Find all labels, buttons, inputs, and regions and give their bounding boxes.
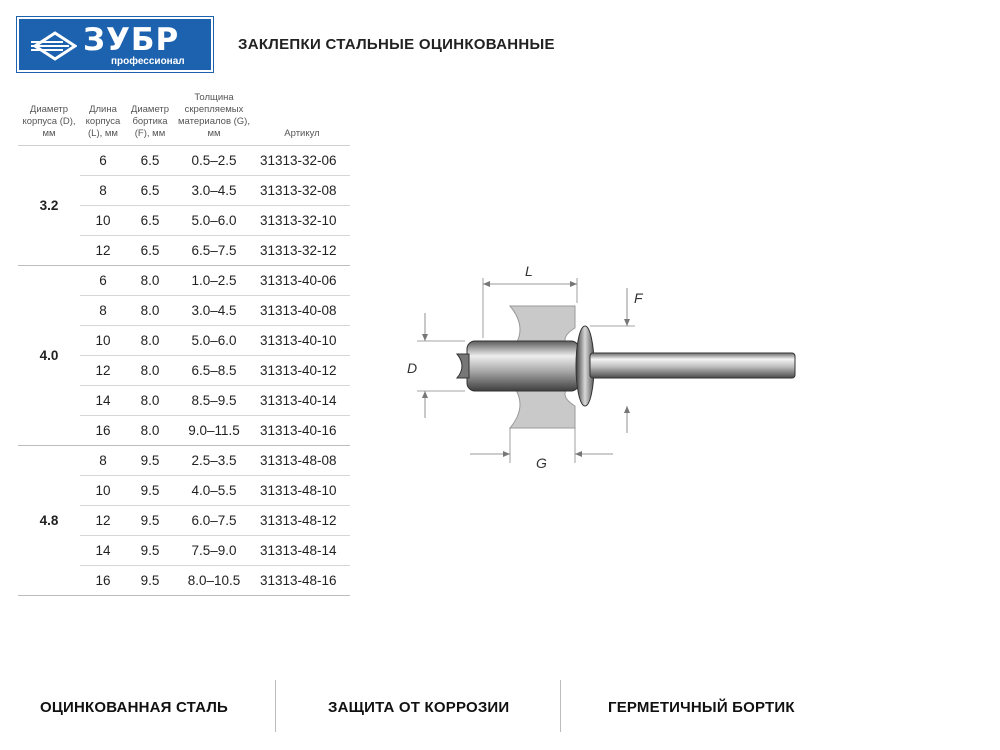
- cell-article: 31313-40-06: [254, 266, 350, 296]
- table-body: [18, 146, 350, 596]
- cell-length: 6: [80, 146, 126, 176]
- page-title: ЗАКЛЕПКИ СТАЛЬНЫЕ ОЦИНКОВАННЫЕ: [238, 36, 555, 53]
- cell-flange: 8.0: [126, 266, 174, 296]
- cell-length: 8: [80, 176, 126, 206]
- cell-flange: 9.5: [126, 536, 174, 566]
- cell-length: 10: [80, 326, 126, 356]
- cell-article: 31313-32-08: [254, 176, 350, 206]
- cell-grip: 6.5–8.5: [174, 356, 254, 386]
- cell-grip: 8.0–10.5: [174, 566, 254, 596]
- feature-galvanized: ОЦИНКОВАННАЯ СТАЛЬ: [40, 699, 229, 716]
- table-header-row: [18, 92, 350, 146]
- cell-article: 31313-40-08: [254, 296, 350, 326]
- feature-strip: [0, 680, 1000, 736]
- table-row: [18, 266, 350, 296]
- cell-flange: 9.5: [126, 566, 174, 596]
- cell-article: 31313-40-16: [254, 416, 350, 446]
- cell-length: 12: [80, 356, 126, 386]
- cell-grip: 3.0–4.5: [174, 296, 254, 326]
- cell-flange: 8.0: [126, 386, 174, 416]
- cell-length: 8: [80, 446, 126, 476]
- rivet-body: [467, 341, 579, 391]
- cell-flange: 9.5: [126, 446, 174, 476]
- cell-length: 12: [80, 506, 126, 536]
- cell-article: 31313-32-12: [254, 236, 350, 266]
- cell-diameter: 4.0: [18, 266, 80, 446]
- cell-flange: 6.5: [126, 206, 174, 236]
- cell-length: 10: [80, 206, 126, 236]
- cell-grip: 6.5–7.5: [174, 236, 254, 266]
- cell-grip: 6.0–7.5: [174, 506, 254, 536]
- cell-flange: 8.0: [126, 416, 174, 446]
- rivet-mandrel: [590, 353, 795, 378]
- header-article: Артикул: [254, 92, 350, 146]
- header-flange: Диаметр бортика (F), мм: [126, 92, 174, 146]
- cell-article: 31313-48-10: [254, 476, 350, 506]
- cell-grip: 4.0–5.5: [174, 476, 254, 506]
- table-row: [18, 446, 350, 476]
- cell-flange: 6.5: [126, 236, 174, 266]
- cell-length: 16: [80, 416, 126, 446]
- cell-grip: 7.5–9.0: [174, 536, 254, 566]
- dim-label-l: L: [525, 263, 533, 279]
- cell-flange: 8.0: [126, 356, 174, 386]
- header-diameter: Диаметр корпуса (D), мм: [18, 92, 80, 146]
- brand-logo: [17, 17, 213, 72]
- brand-name: ЗУБР: [83, 22, 180, 58]
- feature-divider: [275, 680, 276, 732]
- dim-label-d: D: [407, 360, 418, 376]
- cell-grip: 5.0–6.0: [174, 326, 254, 356]
- cell-flange: 8.0: [126, 296, 174, 326]
- cell-grip: 3.0–4.5: [174, 176, 254, 206]
- cell-length: 10: [80, 476, 126, 506]
- cell-flange: 6.5: [126, 176, 174, 206]
- cell-length: 8: [80, 296, 126, 326]
- cell-article: 31313-40-12: [254, 356, 350, 386]
- cell-article: 31313-32-06: [254, 146, 350, 176]
- rivet-diagram: [405, 258, 800, 473]
- cell-diameter: 3.2: [18, 146, 80, 266]
- cell-article: 31313-48-16: [254, 566, 350, 596]
- table-row: [18, 146, 350, 176]
- header-length: Длина корпуса (L), мм: [80, 92, 126, 146]
- spec-table: [18, 92, 350, 596]
- cell-diameter: 4.8: [18, 446, 80, 596]
- cell-length: 14: [80, 386, 126, 416]
- cell-article: 31313-48-14: [254, 536, 350, 566]
- cell-length: 6: [80, 266, 126, 296]
- cell-length: 14: [80, 536, 126, 566]
- cell-article: 31313-40-10: [254, 326, 350, 356]
- cell-grip: 0.5–2.5: [174, 146, 254, 176]
- cell-grip: 1.0–2.5: [174, 266, 254, 296]
- cell-flange: 9.5: [126, 476, 174, 506]
- cell-grip: 9.0–11.5: [174, 416, 254, 446]
- cell-flange: 6.5: [126, 146, 174, 176]
- brand-tagline: профессионал: [111, 56, 185, 67]
- cell-article: 31313-48-12: [254, 506, 350, 536]
- cell-grip: 8.5–9.5: [174, 386, 254, 416]
- cell-article: 31313-48-08: [254, 446, 350, 476]
- feature-flange: ГЕРМЕТИЧНЫЙ БОРТИК: [608, 699, 795, 716]
- cell-flange: 8.0: [126, 326, 174, 356]
- cell-grip: 5.0–6.0: [174, 206, 254, 236]
- cell-flange: 9.5: [126, 506, 174, 536]
- brand-emblem-icon: [29, 29, 77, 63]
- cell-length: 16: [80, 566, 126, 596]
- dim-label-f: F: [634, 290, 643, 306]
- header-grip: Толщина скрепляемых материалов (G), мм: [174, 92, 254, 146]
- feature-divider: [560, 680, 561, 732]
- cell-grip: 2.5–3.5: [174, 446, 254, 476]
- dim-label-g: G: [536, 455, 547, 471]
- feature-corrosion: ЗАЩИТА ОТ КОРРОЗИИ: [328, 699, 510, 716]
- cell-article: 31313-40-14: [254, 386, 350, 416]
- cell-length: 12: [80, 236, 126, 266]
- cell-article: 31313-32-10: [254, 206, 350, 236]
